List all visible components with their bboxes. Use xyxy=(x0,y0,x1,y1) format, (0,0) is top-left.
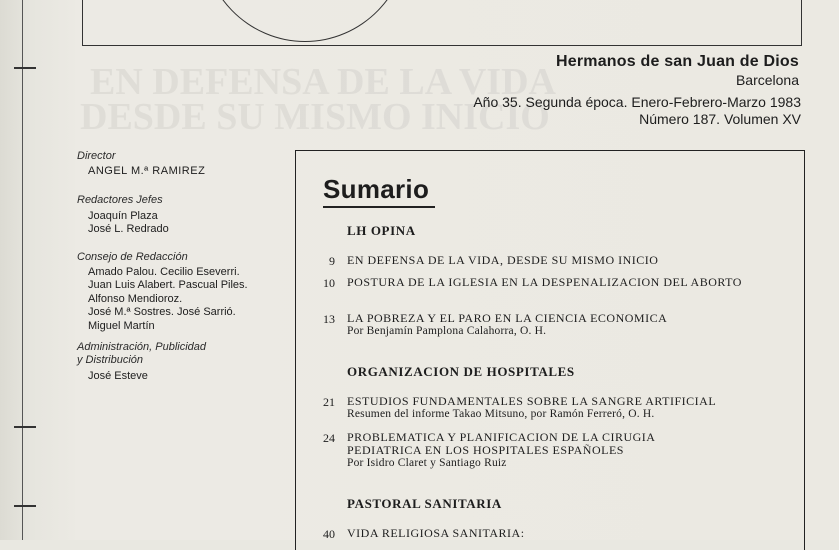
binding-edge xyxy=(22,0,23,540)
issue-date: Año 35. Segunda época. Enero-Febrero-Marzo 1983 xyxy=(473,94,801,110)
director-name-block xyxy=(88,165,277,179)
admin-role-line: Administración, Publicidad xyxy=(77,341,207,353)
editor-name: Joaquín Plaza xyxy=(88,209,158,222)
toc-entry-title: EN DEFENSA DE LA VIDA, DESDE SU MISMO INICIO xyxy=(347,253,659,267)
editor-name: José L. Redrado xyxy=(88,223,169,235)
toc-page-number: 24 xyxy=(323,431,335,445)
section-heading: LH OPINA xyxy=(347,223,416,238)
toc-entry-author: Resumen del informe Takao Mitsuno, por Ramón Ferreró, O. H. xyxy=(347,408,655,420)
toc-page-number: 13 xyxy=(323,312,335,326)
summary-box xyxy=(295,150,805,550)
toc-entry-author: Por Isidro Claret y Santiago Ruiz xyxy=(347,457,507,469)
toc-entry-title-line: PEDIATRICA EN LOS HOSPITALES ESPAÑOLES xyxy=(347,443,624,457)
toc-entry-author: Por Benjamín Pamplona Calahorra, O. H. xyxy=(347,325,547,337)
binding-tick xyxy=(14,426,36,428)
editors-names xyxy=(88,210,277,237)
admin-name: José Esteve xyxy=(88,370,148,382)
board-member-line: Alfonso Mendioroz. xyxy=(88,292,183,305)
admin-role-line: y Distribución xyxy=(77,354,144,366)
board-member-line: José M.ª Sostres. José Sarrió. xyxy=(88,306,236,318)
publisher-city: Barcelona xyxy=(735,72,799,88)
publisher-name: Hermanos de san Juan de Dios xyxy=(555,53,799,70)
director-role: Director xyxy=(77,150,116,162)
board-role: Consejo de Redacción xyxy=(77,250,188,263)
top-circle-graphic xyxy=(201,0,409,42)
admin-role xyxy=(77,341,277,367)
toc-entry-title: PROBLEMATICA Y PLANIFICACION DE LA CIRUGIA xyxy=(347,430,656,444)
summary-title-underline xyxy=(323,206,435,208)
summary-title: Sumario xyxy=(323,174,430,204)
toc-entry-title: VIDA RELIGIOSA SANITARIA: xyxy=(347,526,525,540)
bleed-through-texture: DESDE SU MISMO INICIO xyxy=(80,96,550,138)
director-name: ANGEL M.ª RAMIREZ xyxy=(88,165,206,177)
toc-entry-title: POSTURA DE LA IGLESIA EN LA DESPENALIZACION DEL ABORTO xyxy=(347,275,742,289)
admin-names xyxy=(88,370,277,384)
toc-page-number: 9 xyxy=(329,254,335,268)
toc-entry-title: LA POBREZA Y EL PARO EN LA CIENCIA ECONOMICA xyxy=(347,311,668,325)
section-heading: ORGANIZACION DE HOSPITALES xyxy=(347,364,575,379)
board-names xyxy=(88,266,277,334)
toc-page-number: 21 xyxy=(323,395,335,409)
top-frame xyxy=(82,0,802,46)
board-member-line: Miguel Martín xyxy=(88,319,155,332)
toc-page-number: 40 xyxy=(323,527,335,541)
binding-tick xyxy=(14,67,36,69)
toc-page-number: 10 xyxy=(323,276,335,290)
issue-number: Número 187. Volumen XV xyxy=(639,111,801,127)
staff-list xyxy=(77,150,277,384)
binding-tick xyxy=(14,505,36,507)
toc-entry-title: ESTUDIOS FUNDAMENTALES SOBRE LA SANGRE ARTIFICIAL xyxy=(347,394,717,408)
board-member-line: Juan Luis Alabert. Pascual Piles. xyxy=(88,279,248,291)
section-heading: PASTORAL SANITARIA xyxy=(347,496,502,511)
editors-role: Redactores Jefes xyxy=(77,193,163,206)
board-member-line: Amado Palou. Cecilio Eseverri. xyxy=(88,265,240,278)
bleed-through-texture: EN DEFENSA DE LA VIDA xyxy=(90,61,556,103)
